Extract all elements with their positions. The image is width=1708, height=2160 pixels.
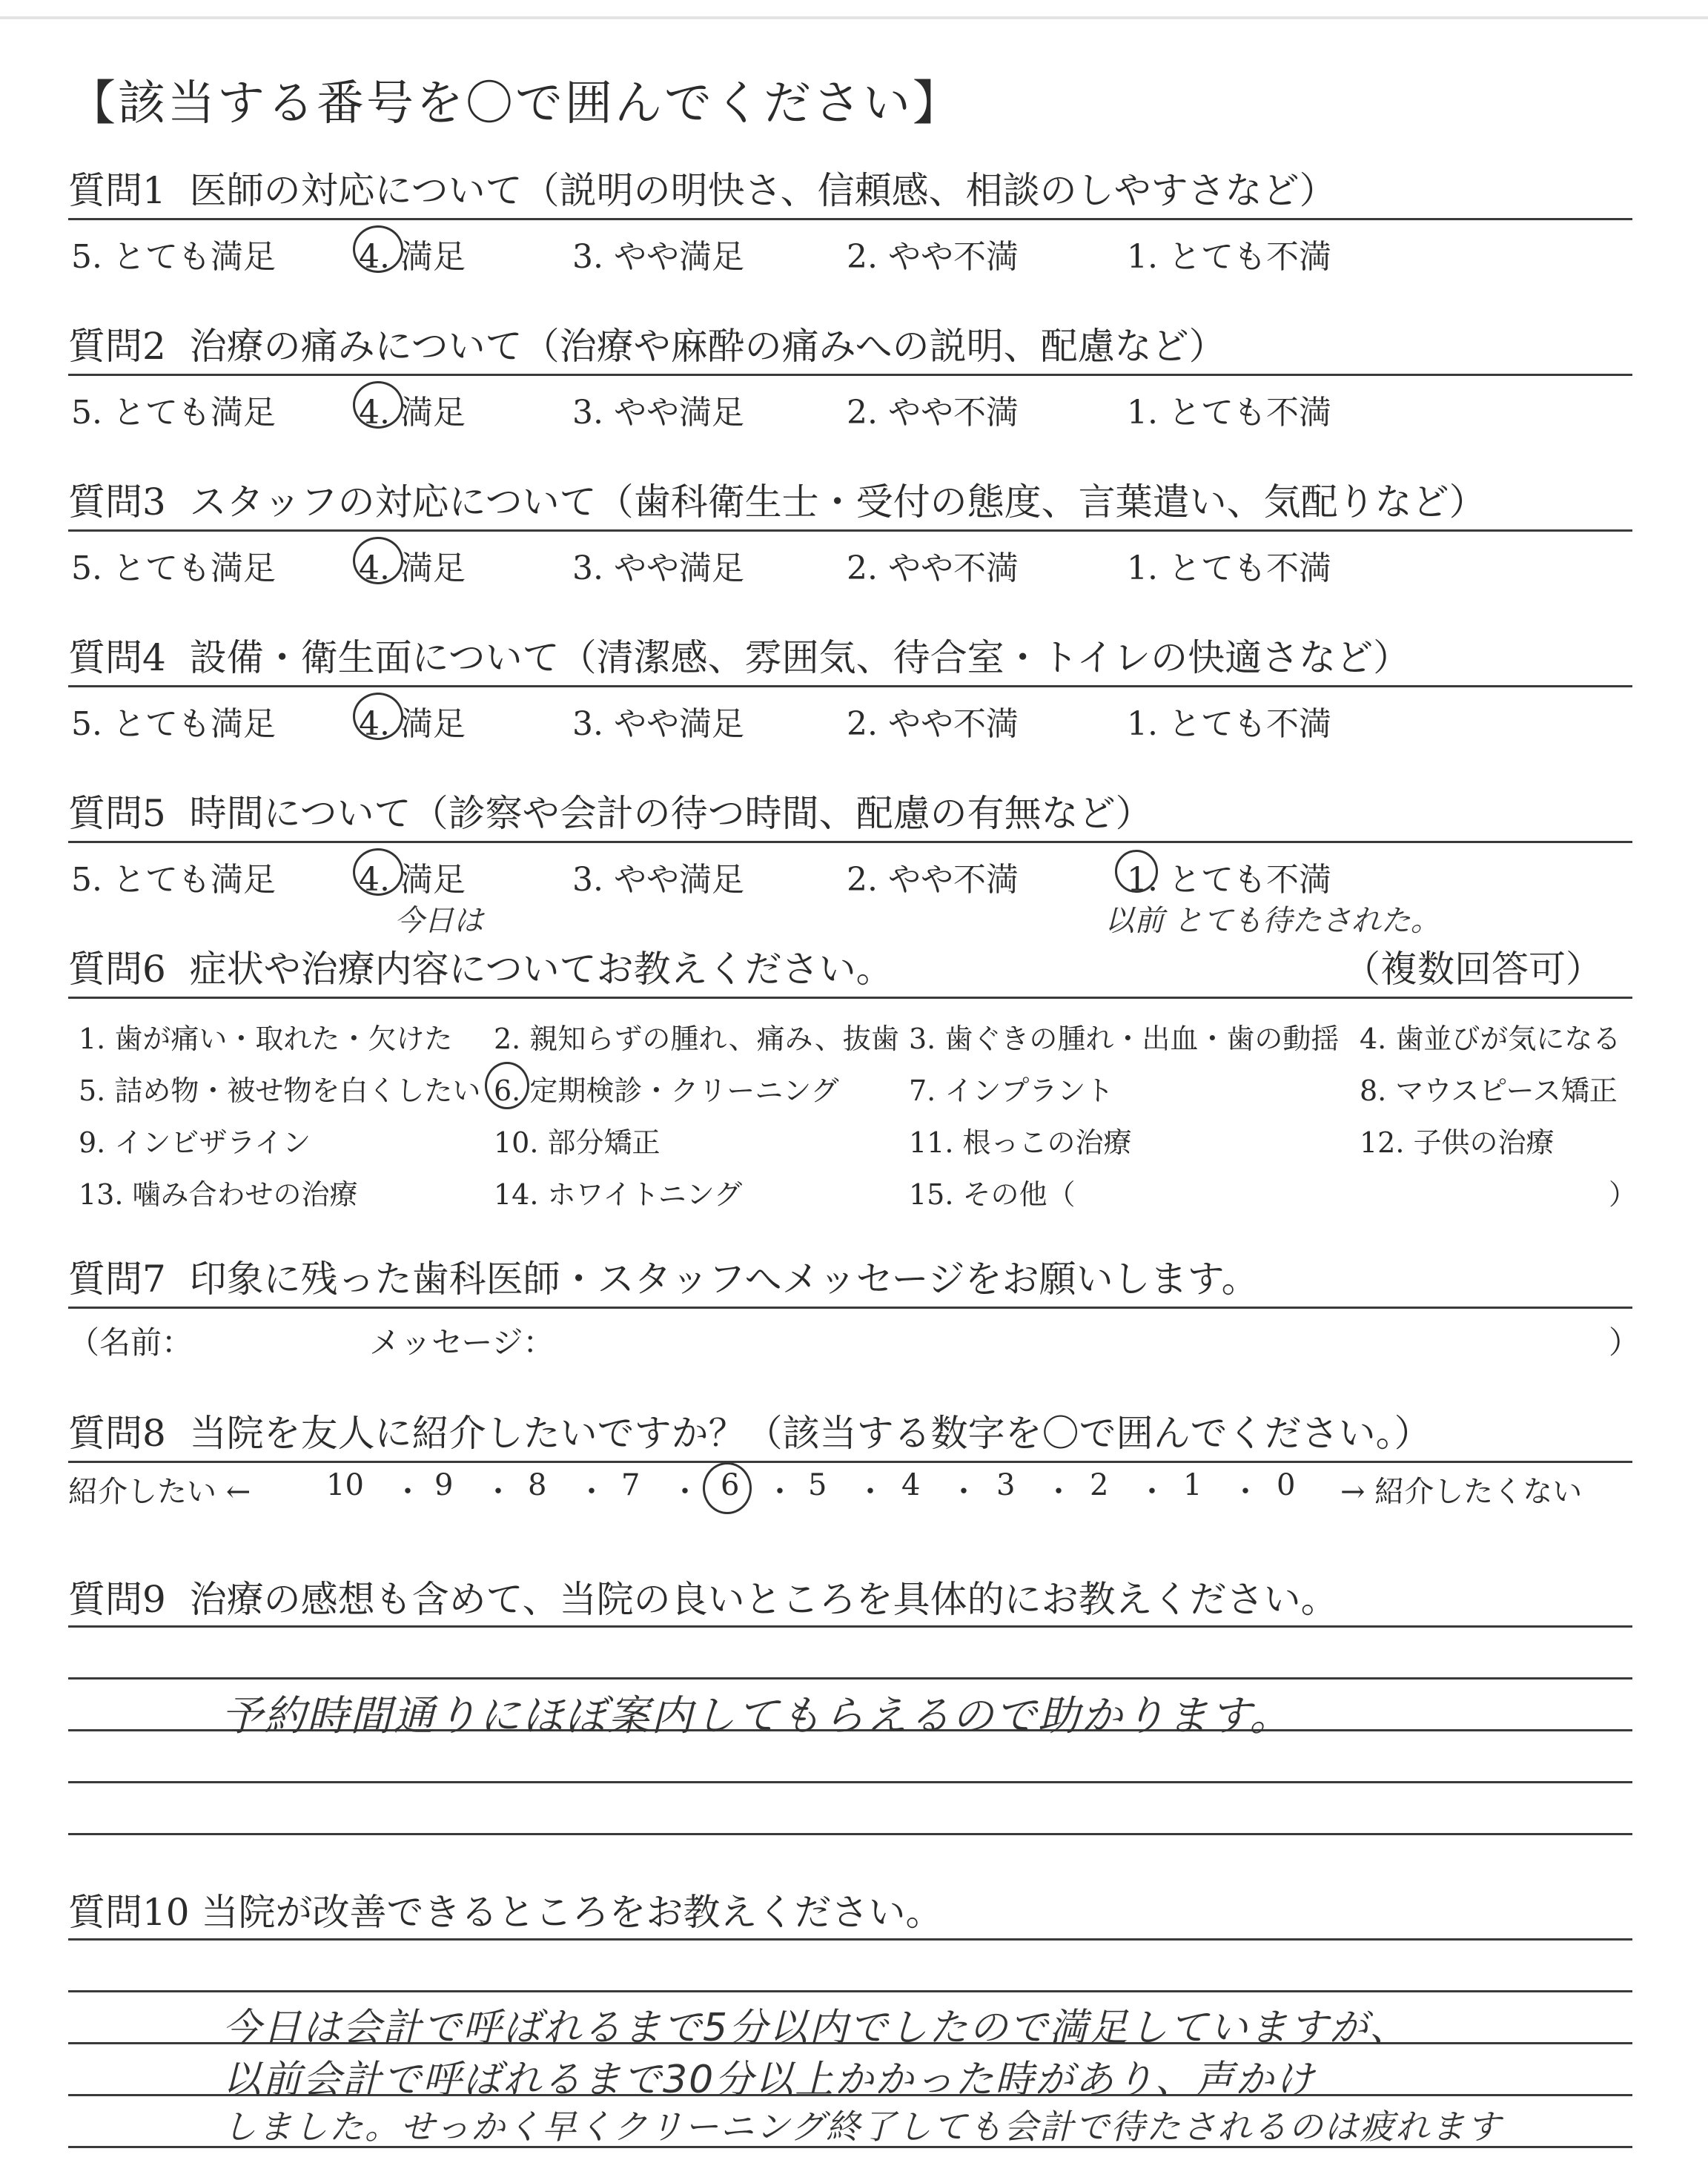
q10-handwritten-line-3: しました。せっかく早くクリーニング終了しても会計で待たされるのは疲れます — [222, 2107, 1503, 2147]
scale-separator: ・ — [1231, 1475, 1260, 1509]
question-2-label: 質問2 — [68, 325, 166, 368]
option-2[interactable]: 2. やや不満 — [847, 549, 1019, 587]
symptom-option-4[interactable]: 4. 歯並びが気になる — [1360, 1023, 1621, 1055]
question-1-rule — [68, 218, 1632, 220]
symptom-other-close: ） — [1609, 1178, 1638, 1211]
question-10 — [68, 1886, 1632, 1938]
answer-line — [68, 1625, 1632, 1628]
option-2[interactable]: 2. やや不満 — [847, 238, 1019, 276]
question-6-note: （複数回答可） — [1343, 948, 1603, 991]
question-4-text: 設備・衛生面について（清潔感、雰囲気、待合室・トイレの快適さなど） — [189, 636, 1411, 679]
question-4-label: 質問4 — [68, 636, 166, 679]
scale-value-4[interactable]: 4 — [901, 1468, 921, 1502]
answer-line — [68, 1781, 1632, 1783]
option-2[interactable]: 2. やや不満 — [847, 861, 1019, 899]
symptom-option-10[interactable]: 10. 部分矯正 — [494, 1126, 661, 1159]
question-5-label: 質問5 — [68, 792, 166, 835]
name-field-label[interactable]: （名前： — [68, 1324, 193, 1361]
option-1[interactable]: 1. とても不満 — [1127, 394, 1331, 432]
question-8-heading — [68, 1407, 1632, 1459]
option-3[interactable]: 3. やや満足 — [572, 394, 744, 432]
selection-circle — [353, 693, 403, 740]
symptom-option-7[interactable]: 7. インプラント — [909, 1074, 1114, 1107]
question-6-label: 質問6 — [68, 948, 166, 991]
option-5[interactable]: 5. とても満足 — [71, 549, 276, 587]
scale-left-label: 紹介したい ← — [68, 1475, 251, 1509]
question-2 — [68, 320, 1632, 432]
symptom-option-5[interactable]: 5. 詰め物・被せ物を白くしたい — [79, 1074, 481, 1107]
q10-handwritten-line-1: 今日は会計で呼ばれるまで5分以内でしたので満足していますが、 — [222, 2006, 1410, 2050]
scale-value-2[interactable]: 2 — [1090, 1468, 1109, 1502]
scale-value-10[interactable]: 10 — [326, 1468, 364, 1502]
scale-value-3[interactable]: 3 — [996, 1468, 1016, 1502]
question-10-text: 当院が改善できるところをお教えください。 — [201, 1891, 943, 1934]
selection-circle — [353, 848, 403, 896]
symptom-option-9[interactable]: 9. インビザライン — [79, 1126, 311, 1159]
question-3-rule — [68, 529, 1632, 532]
scale-value-9[interactable]: 9 — [434, 1468, 454, 1502]
message-field-label[interactable]: メッセージ： — [369, 1324, 555, 1361]
option-3[interactable]: 3. やや満足 — [572, 705, 744, 743]
question-4 — [68, 632, 1632, 743]
scale-separator: ・ — [855, 1475, 885, 1509]
question-6-text: 症状や治療内容についてお教えください。 — [189, 948, 893, 991]
question-2-text: 治療の痛みについて（治療や麻酔の痛みへの説明、配慮など） — [189, 325, 1226, 368]
scale-value-5[interactable]: 5 — [808, 1468, 827, 1502]
option-4[interactable]: 4. 満足 — [359, 238, 466, 276]
scale-right-label: → 紹介したくない — [1340, 1475, 1583, 1509]
option-3[interactable]: 3. やや満足 — [572, 238, 744, 276]
handwritten-note-today: 今日は — [394, 904, 483, 938]
question-3 — [68, 476, 1632, 587]
symptom-option-6[interactable]: 6. 定期検診・クリーニング — [494, 1074, 839, 1107]
question-6 — [68, 943, 1638, 1211]
scale-value-6[interactable]: 6 — [721, 1468, 740, 1502]
scale-separator: ・ — [1137, 1475, 1167, 1509]
question-1-text: 医師の対応について（説明の明快さ、信頼感、相談のしやすさなど） — [189, 169, 1337, 212]
scale-separator: ・ — [577, 1475, 606, 1509]
question-2-rule — [68, 374, 1632, 376]
selection-circle — [353, 225, 403, 273]
scale-separator: ・ — [1044, 1475, 1073, 1509]
option-2[interactable]: 2. やや不満 — [847, 394, 1019, 432]
question-9 — [68, 1573, 1632, 1625]
scale-separator: ・ — [765, 1475, 795, 1509]
option-5[interactable]: 5. とても満足 — [71, 705, 276, 743]
question-6-rule — [68, 997, 1632, 999]
scale-value-8[interactable]: 8 — [528, 1468, 547, 1502]
option-3[interactable]: 3. やや満足 — [572, 861, 744, 899]
symptom-option-2[interactable]: 2. 親知らずの腫れ、痛み、抜歯 — [494, 1023, 899, 1055]
option-5[interactable]: 5. とても満足 — [71, 394, 276, 432]
message-close: ） — [1609, 1324, 1641, 1361]
option-4[interactable]: 4. 満足 — [359, 394, 466, 432]
selection-circle — [353, 381, 403, 429]
q9-handwritten-answer: 予約時間通りにほぼ案内してもらえるので助かります。 — [221, 1692, 1293, 1740]
question-1-label: 質問1 — [68, 169, 166, 212]
q10-handwritten-line-2: 以前会計で呼ばれるまで30分以上かかった時があり、声かけ — [222, 2058, 1316, 2102]
question-7-label: 質問7 — [68, 1258, 166, 1301]
question-7-rule — [68, 1307, 1632, 1309]
option-4[interactable]: 4. 満足 — [359, 861, 466, 899]
question-9-label: 質問9 — [68, 1578, 166, 1621]
top-edge-line — [0, 16, 1708, 19]
question-4-heading — [68, 632, 1632, 684]
option-3[interactable]: 3. やや満足 — [572, 549, 744, 587]
question-10-label: 質問10 — [68, 1891, 190, 1934]
answer-line — [68, 1938, 1632, 1941]
question-9-heading — [68, 1573, 1632, 1625]
scale-separator: ・ — [393, 1475, 423, 1509]
answer-line — [68, 1990, 1632, 1992]
option-5[interactable]: 5. とても満足 — [71, 238, 276, 276]
question-8-text: 当院を友人に紹介したいですか？（該当する数字を〇で囲んでください。） — [189, 1412, 1431, 1455]
scale-value-7[interactable]: 7 — [621, 1468, 640, 1502]
scale-value-1[interactable]: 1 — [1183, 1468, 1202, 1502]
option-5[interactable]: 5. とても満足 — [71, 861, 276, 899]
question-8-rule — [68, 1461, 1632, 1463]
selection-circle — [485, 1062, 529, 1109]
selection-circle — [353, 537, 403, 584]
symptom-option-15[interactable]: 15. その他（ — [909, 1178, 1076, 1211]
option-1[interactable]: 1. とても不満 — [1127, 705, 1331, 743]
symptom-option-11[interactable]: 11. 根っこの治療 — [909, 1126, 1132, 1159]
option-1[interactable]: 1. とても不満 — [1127, 861, 1331, 899]
answer-line — [68, 1833, 1632, 1835]
question-2-heading — [68, 320, 1632, 372]
question-5-heading — [68, 787, 1632, 839]
option-1[interactable]: 1. とても不満 — [1127, 238, 1331, 276]
question-3-text: スタッフの対応について（歯科衛生士・受付の態度、言葉遣い、気配りなど） — [189, 480, 1486, 524]
option-4[interactable]: 4. 満足 — [359, 705, 466, 743]
question-7-text: 印象に残った歯科医師・スタッフへメッセージをお願いします。 — [189, 1258, 1259, 1301]
symptom-option-8[interactable]: 8. マウスピース矯正 — [1360, 1074, 1618, 1107]
handwritten-note-before: 以前 とても待たされた。 — [1105, 904, 1440, 938]
symptom-option-14[interactable]: 14. ホワイトニング — [494, 1178, 743, 1211]
scale-separator: ・ — [670, 1475, 700, 1509]
question-5 — [68, 787, 1632, 938]
symptom-option-13[interactable]: 13. 噛み合わせの治療 — [79, 1178, 358, 1211]
option-4[interactable]: 4. 満足 — [359, 549, 466, 587]
question-3-heading — [68, 476, 1632, 528]
scale-value-0[interactable]: 0 — [1277, 1468, 1296, 1502]
question-4-rule — [68, 685, 1632, 687]
question-9-text: 治療の感想も含めて、当院の良いところを具体的にお教えください。 — [189, 1578, 1338, 1621]
scale-separator: ・ — [949, 1475, 979, 1509]
symptom-option-3[interactable]: 3. 歯ぐきの腫れ・出血・歯の動揺 — [909, 1023, 1340, 1055]
question-3-label: 質問3 — [68, 480, 166, 524]
question-7 — [68, 1253, 1641, 1361]
symptom-option-12[interactable]: 12. 子供の治療 — [1360, 1126, 1555, 1159]
selection-circle — [703, 1462, 752, 1514]
question-5-rule — [68, 841, 1632, 843]
option-2[interactable]: 2. やや不満 — [847, 705, 1019, 743]
option-1[interactable]: 1. とても不満 — [1127, 549, 1331, 587]
question-10-heading — [68, 1886, 1632, 1938]
question-8-label: 質問8 — [68, 1412, 166, 1455]
question-5-text: 時間について（診察や会計の待つ時間、配慮の有無など） — [189, 792, 1153, 835]
scale-separator: ・ — [483, 1475, 513, 1509]
question-1 — [68, 165, 1632, 276]
instruction-title: 【該当する番号を〇で囲んでください】 — [68, 76, 962, 131]
question-8 — [68, 1407, 1632, 1459]
question-1-heading — [68, 165, 1632, 217]
question-7-heading — [68, 1253, 1632, 1305]
symptom-option-1[interactable]: 1. 歯が痛い・取れた・欠けた — [79, 1023, 453, 1055]
selection-circle — [1115, 850, 1158, 893]
answer-line — [68, 1677, 1632, 1680]
